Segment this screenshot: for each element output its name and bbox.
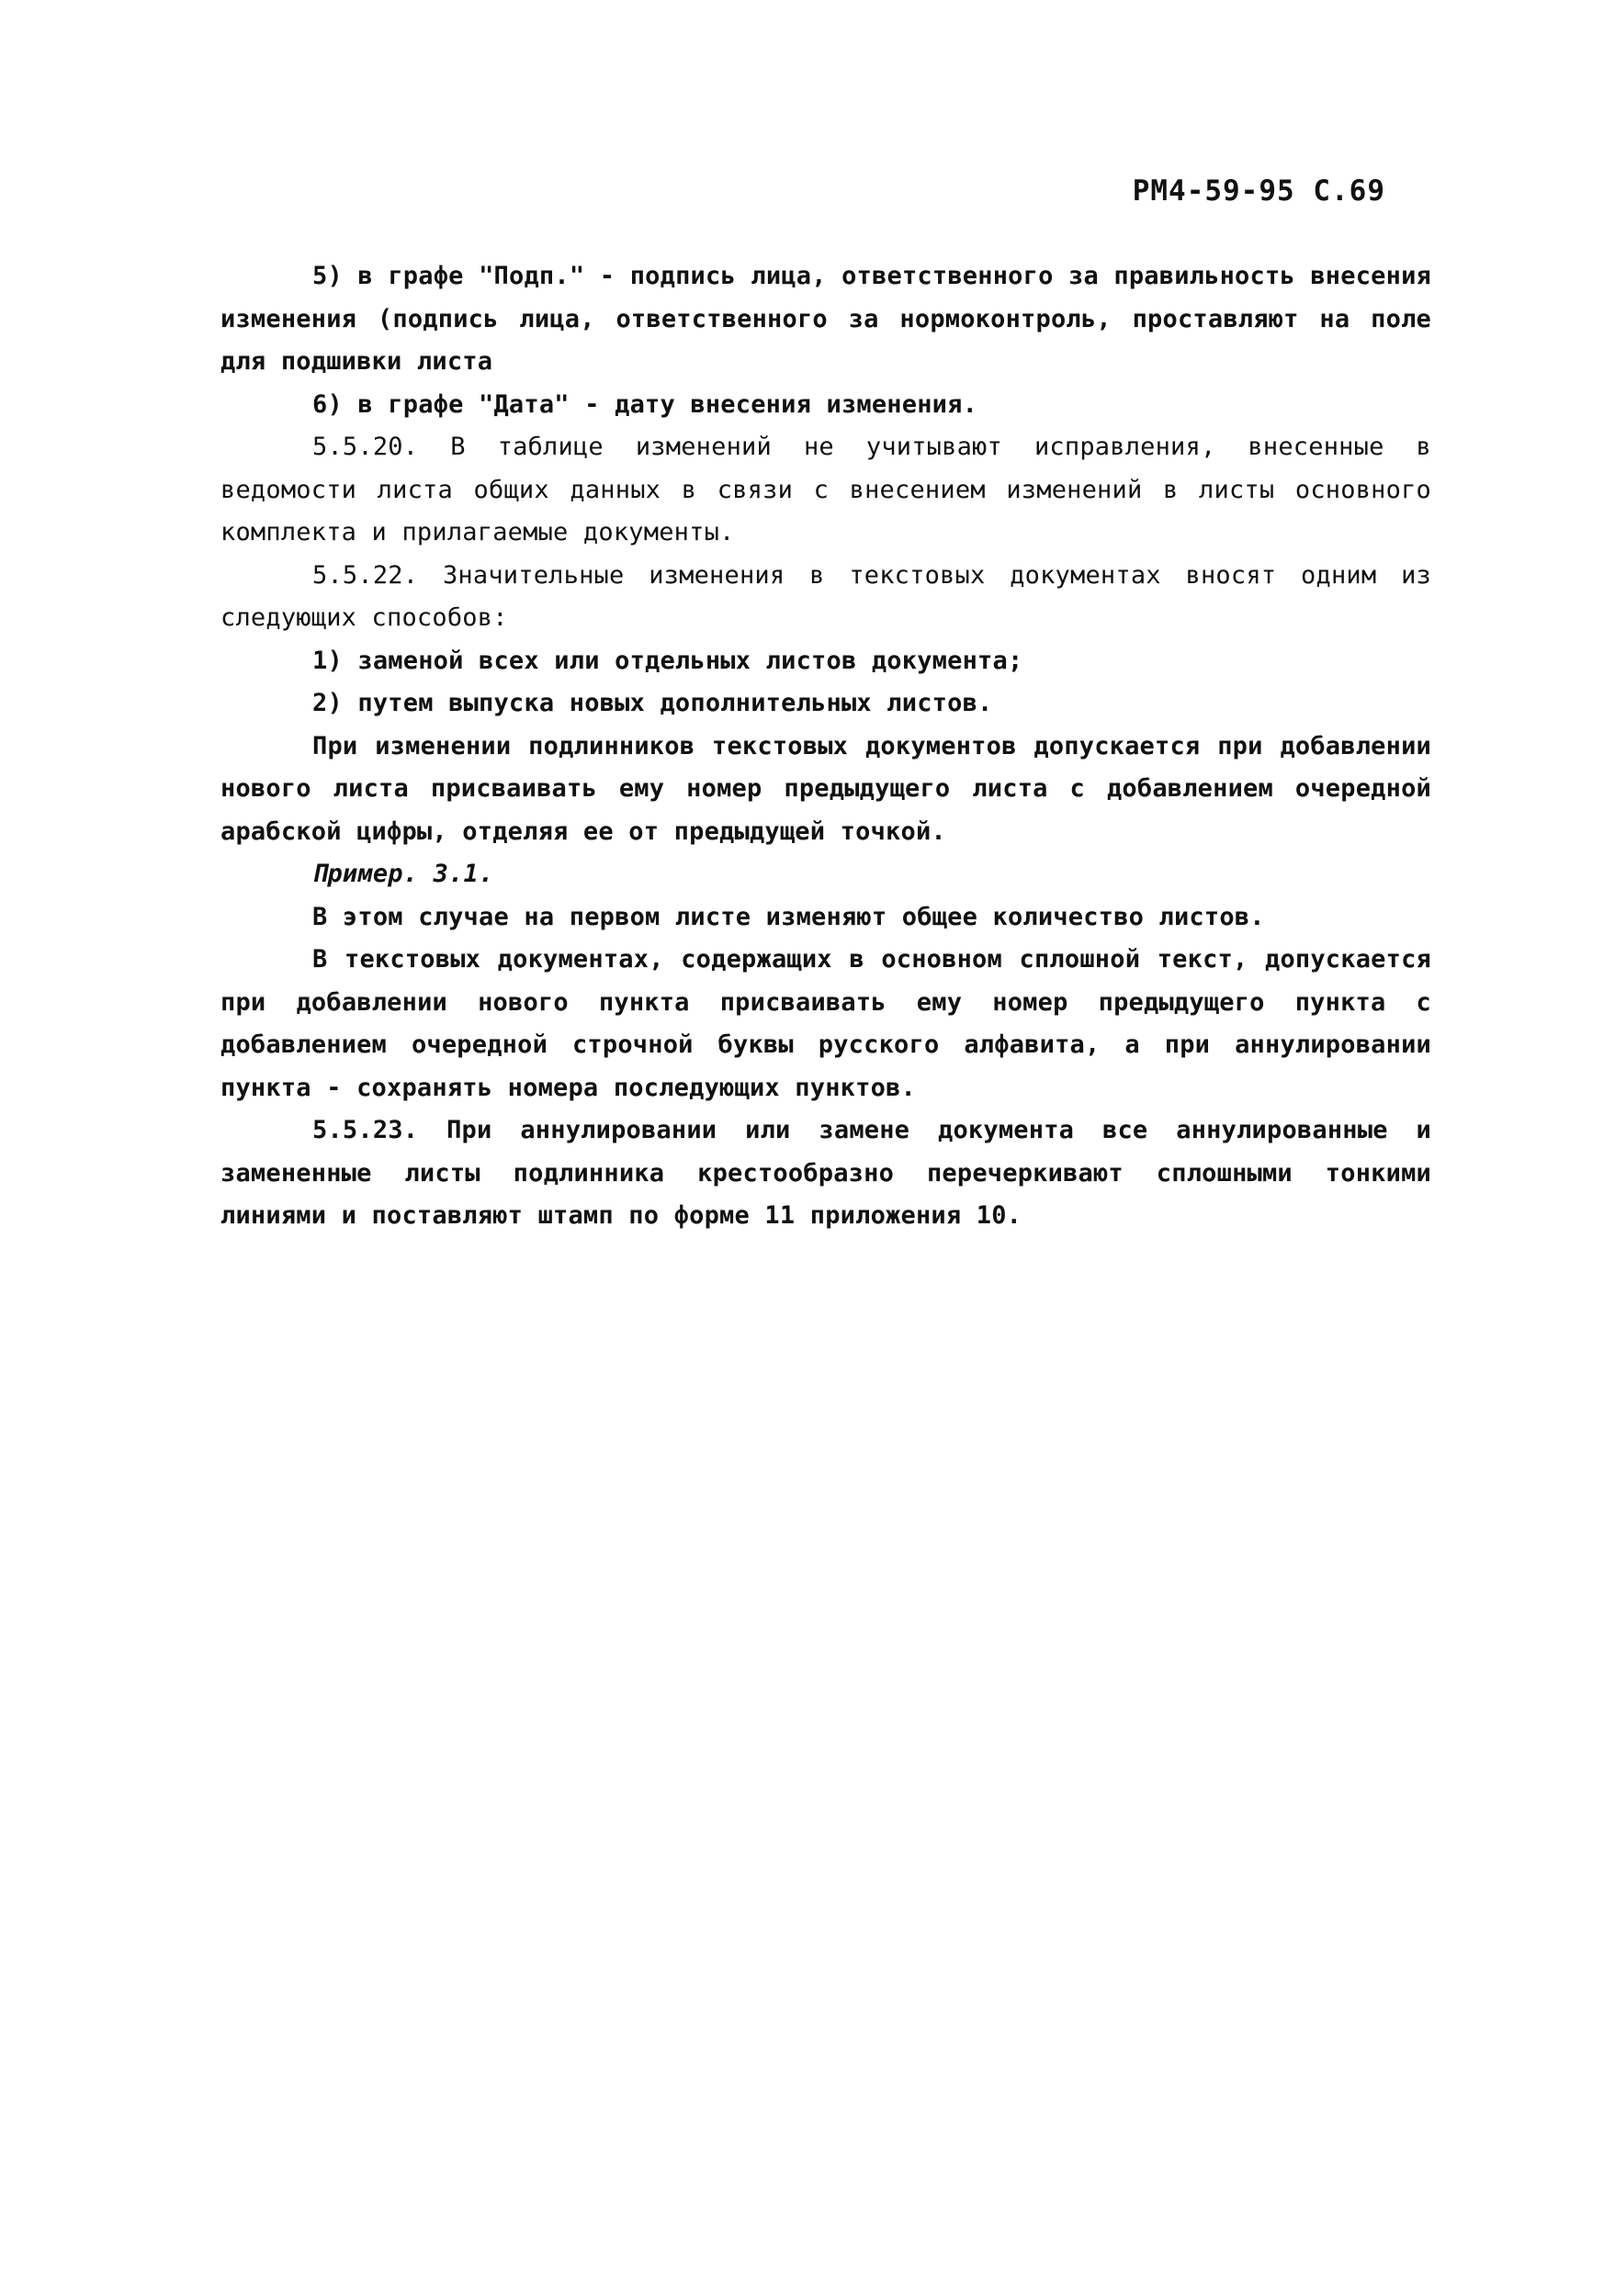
- document-body: [220, 255, 1431, 1238]
- paragraph-first-sheet: В этом случае на первом листе изменяют общее количество листов.: [312, 902, 1265, 931]
- paragraph-podlinniki: При изменении подлинников текстовых документов допускается при добавлении нового листа присваивать ему номер предыдущего листа с добавлением очередной арабской цифры, отделяя ее от предыдущей точкой.: [220, 731, 1431, 846]
- list-item-2: 2) путем выпуска новых дополнительных листов.: [312, 689, 993, 717]
- paragraph-5-podp: 5) в графе "Подп." - подпись лица, ответственного за правильность внесения изменения (подпись лица, ответственного за нормоконтроль, проставляют на поле для подшивки листа: [220, 262, 1431, 376]
- paragraph-5-5-22: 5.5.22. Значительные изменения в текстовых документах вносят одним из следующих способов:: [220, 560, 1431, 632]
- list-item-1: 1) заменой всех или отдельных листов документа;: [312, 646, 1023, 675]
- paragraph-5-5-23: 5.5.23. При аннулировании или замене документа все аннулированные и замененные листы подлинника крестообразно перечеркивают сплошными тонкими линиями и поставляют штамп по форме 11 приложения 10.: [220, 1116, 1431, 1230]
- paragraph-text-documents: В текстовых документах, содержащих в основном сплошной текст, допускается при добавлении нового пункта присваивать ему номер предыдущего пункта с добавлением очередной строчной буквы русского алфавита, а при аннулировании пункта - сохранять номера последующих пунктов.: [220, 945, 1431, 1102]
- example-label: Пример. 3.1.: [312, 860, 494, 888]
- page-reference: РМ4-59-95 С.69: [1132, 174, 1385, 208]
- paragraph-5-5-20: 5.5.20. В таблице изменений не учитывают исправления, внесенные в ведомости листа общих данных в связи с внесением изменений в листы основного комплекта и прилагаемые документы.: [220, 433, 1431, 546]
- paragraph-6-data: 6) в графе "Дата" - дату внесения изменения.: [312, 389, 978, 419]
